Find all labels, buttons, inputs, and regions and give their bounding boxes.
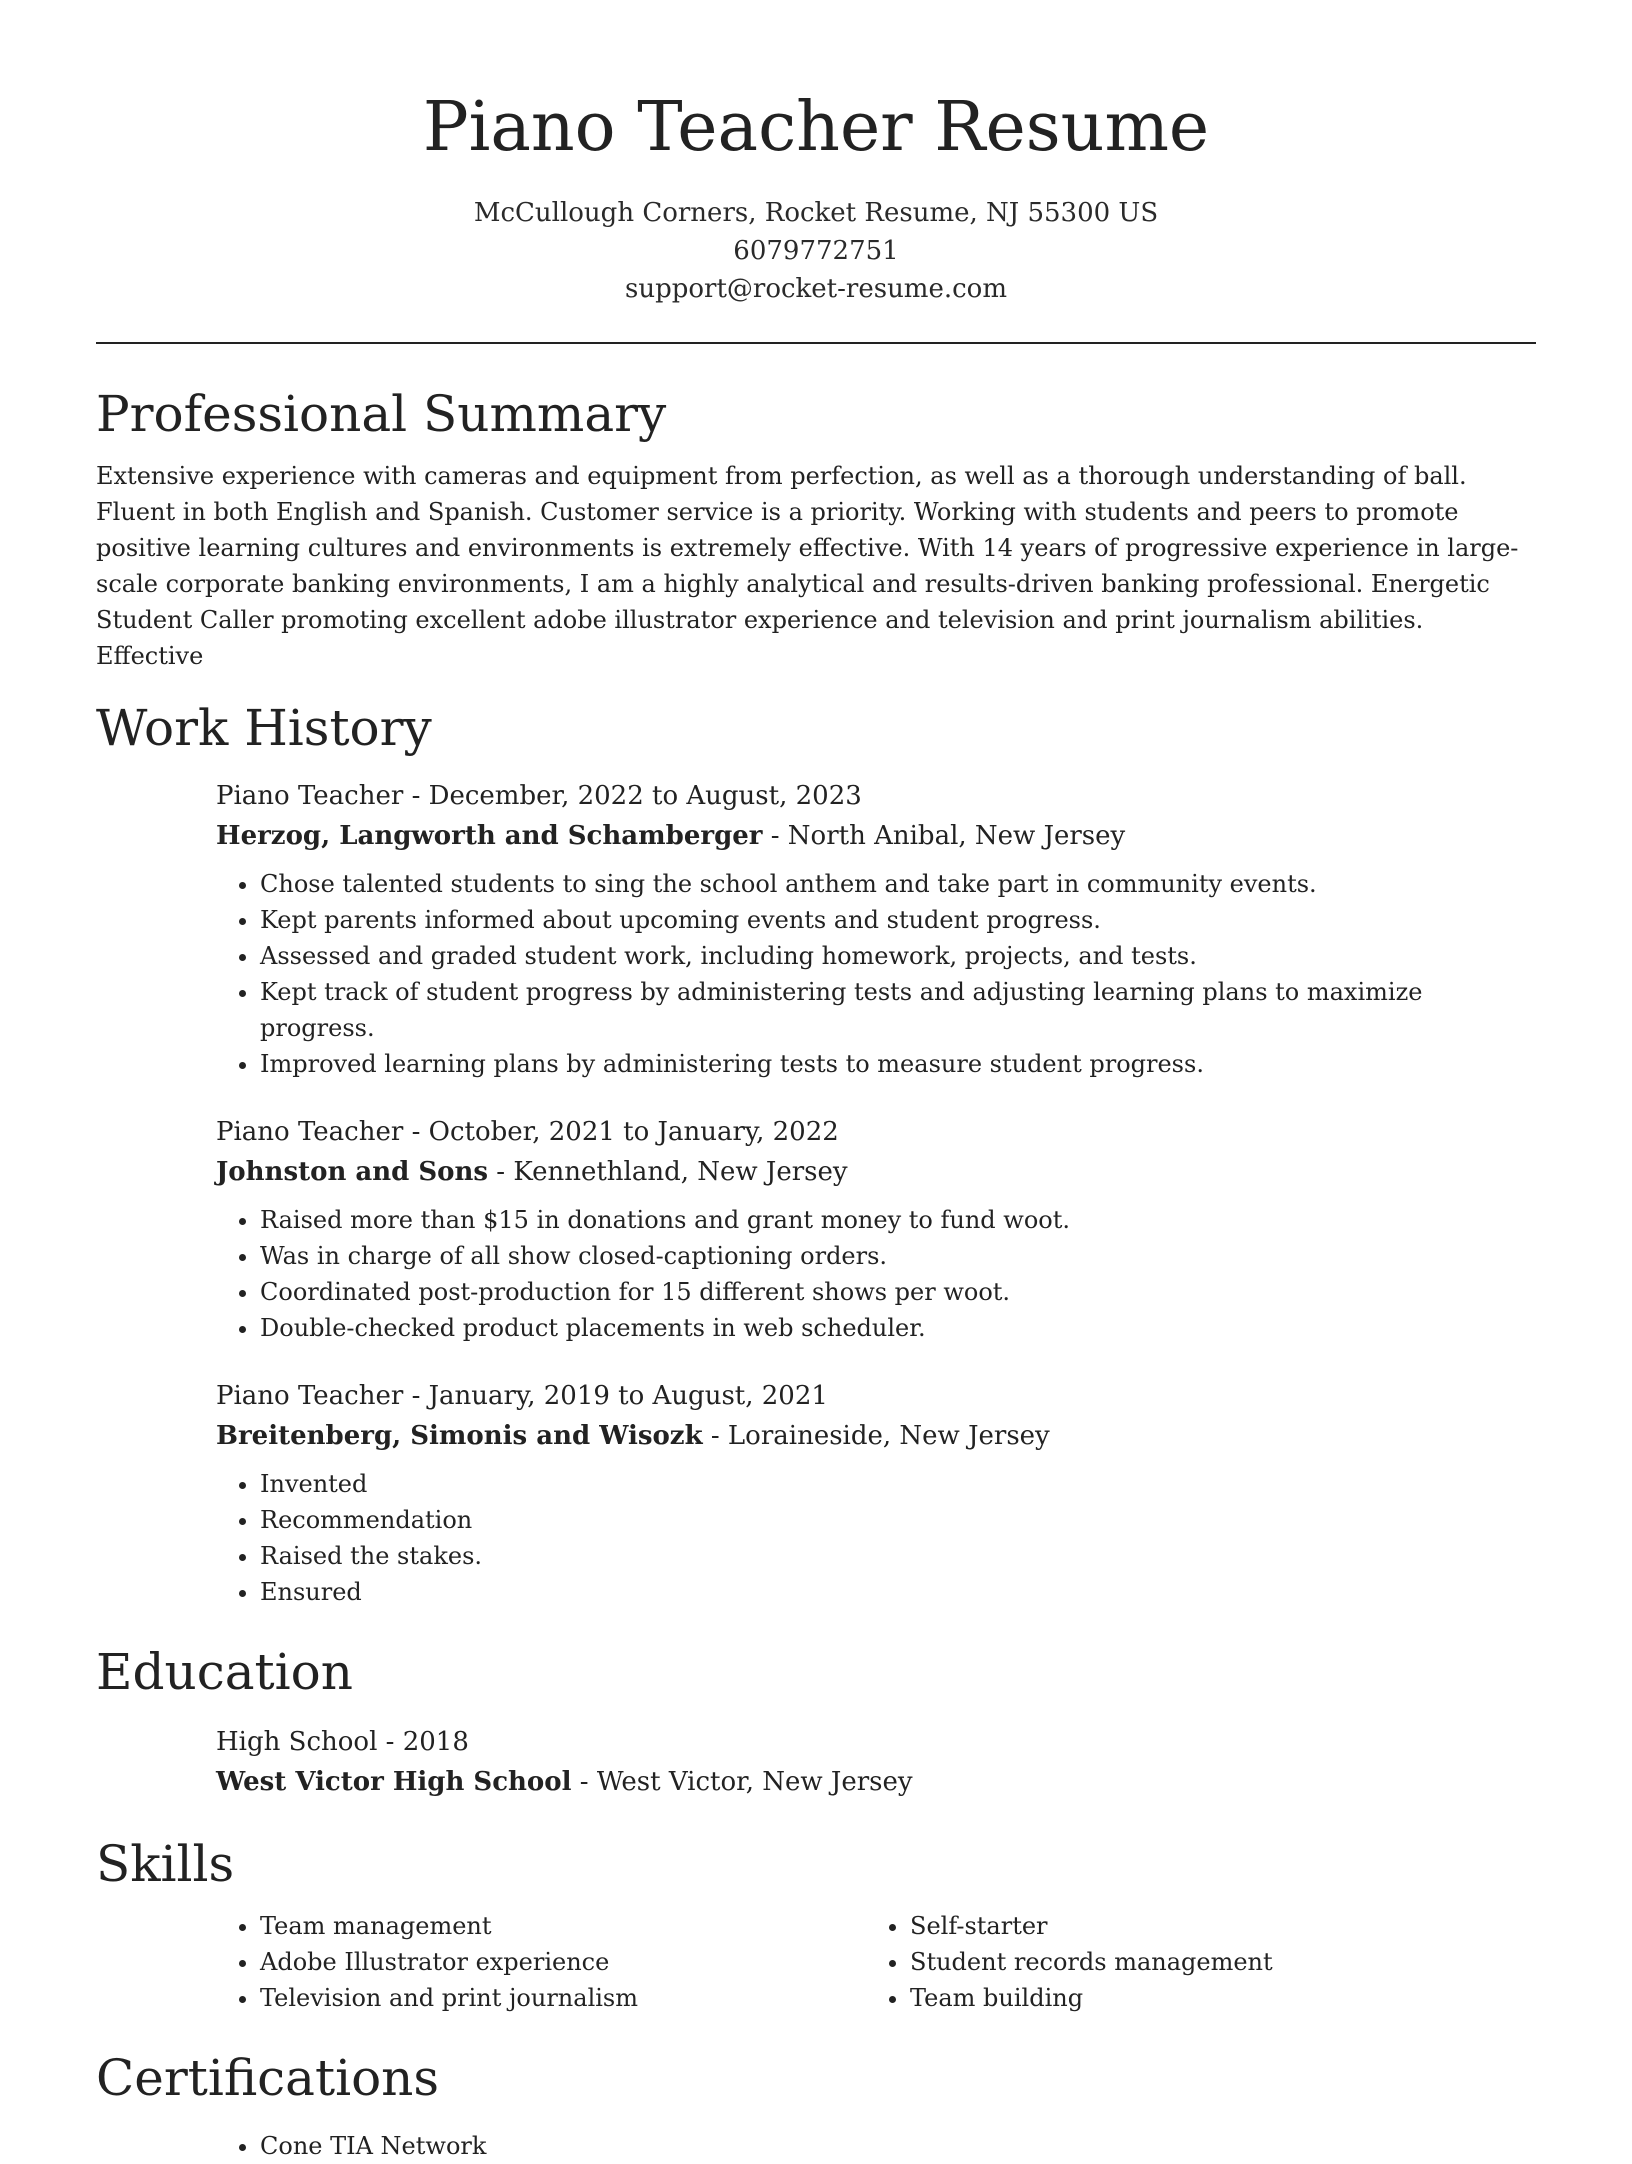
job-bullet: • Coordinated post-production for 15 different shows per woot. xyxy=(260,1274,1536,1310)
job-dates: - October, 2021 to January, 2022 xyxy=(403,1117,839,1147)
job-entry xyxy=(216,1112,1536,1346)
job-title-line xyxy=(216,1376,1536,1416)
job-location: - Loraineside, New Jersey xyxy=(702,1421,1050,1451)
education-school-line xyxy=(216,1762,1536,1802)
skills-column-left xyxy=(216,1908,866,2016)
job-company-line xyxy=(216,1416,1536,1456)
contact-address: McCullough Corners, Rocket Resume, NJ 55300 US xyxy=(473,198,1159,228)
job-bullet: • Double-checked product placements in web scheduler. xyxy=(260,1310,1536,1346)
job-company: Johnston and Sons xyxy=(216,1157,489,1187)
job-bullet: • Kept track of student progress by administering tests and adjusting learning plans to maximize progress. xyxy=(260,974,1536,1046)
job-title: Piano Teacher xyxy=(216,1381,404,1411)
resume-title: Piano Teacher Resume xyxy=(422,88,1210,167)
work-history-list xyxy=(216,776,1536,1610)
section-spacer xyxy=(96,1610,1536,1636)
section-spacer xyxy=(96,1802,1536,1828)
job-bullets xyxy=(216,866,1536,1082)
job-entry xyxy=(216,1376,1536,1610)
summary-text: Extensive experience with cameras and equipment from perfection, as well as a thorough understanding of ball. Fluent in both English and Spanish. Customer service is a priority. Working with students and peers to promote positive learning cultures and environments is extremely effective. With 14 years of progressive experience in large-scale corporate banking environments, I am a highly analytical and results-driven banking professional. Energetic Student Caller promoting excellent adobe illustrator experience and television and print journalism abilities. Effective xyxy=(96,462,1519,670)
job-bullet: • Recommendation xyxy=(260,1502,1536,1538)
job-bullets xyxy=(216,1202,1536,1346)
education-school: West Victor High School xyxy=(216,1767,572,1797)
job-dates: - December, 2022 to August, 2023 xyxy=(403,781,862,811)
contact-phone: 6079772751 xyxy=(733,236,899,266)
contact-email: support@rocket-resume.com xyxy=(624,274,1007,304)
job-title-line xyxy=(216,1112,1536,1152)
job-bullet: • Ensured xyxy=(260,1574,1536,1610)
skills-grid xyxy=(216,1908,1536,2016)
job-bullet: • Was in charge of all show closed-captioning orders. xyxy=(260,1238,1536,1274)
certification-item: • Cone TIA Network xyxy=(260,2128,1536,2164)
job-title-line xyxy=(216,776,1536,816)
job-location: - North Anibal, New Jersey xyxy=(762,821,1126,851)
skill-item: • Self-starter xyxy=(910,1908,1516,1944)
header-divider xyxy=(96,342,1536,344)
education-degree: High School xyxy=(216,1727,378,1757)
job-company-line xyxy=(216,1152,1536,1192)
job-bullet: • Kept parents informed about upcoming events and student progress. xyxy=(260,902,1536,938)
job-company-line xyxy=(216,816,1536,856)
work-history-heading: Work History xyxy=(96,699,432,757)
skills-list-right xyxy=(866,1908,1516,2016)
certifications-bullets xyxy=(216,2128,1536,2164)
skills-list-left xyxy=(216,1908,866,2016)
job-entry xyxy=(216,776,1536,1082)
job-bullet: • Raised more than $15 in donations and grant money to fund woot. xyxy=(260,1202,1536,1238)
job-bullet: • Assessed and graded student work, including homework, projects, and tests. xyxy=(260,938,1536,974)
job-bullets xyxy=(216,1466,1536,1610)
skill-item: • Television and print journalism xyxy=(260,1980,866,2016)
job-dates: - January, 2019 to August, 2021 xyxy=(403,1381,828,1411)
section-spacer xyxy=(96,2016,1536,2042)
education-year: - 2018 xyxy=(377,1727,469,1757)
job-bullet: • Raised the stakes. xyxy=(260,1538,1536,1574)
job-location: - Kennethland, New Jersey xyxy=(488,1157,848,1187)
job-bullet: • Chose talented students to sing the school anthem and take part in community events. xyxy=(260,866,1536,902)
job-title: Piano Teacher xyxy=(216,1117,404,1147)
skill-item: • Team management xyxy=(260,1908,866,1944)
job-company: Herzog, Langworth and Schamberger xyxy=(216,821,763,851)
job-company: Breitenberg, Simonis and Wisozk xyxy=(216,1421,703,1451)
education-heading: Education xyxy=(96,1643,353,1701)
education-degree-line xyxy=(216,1722,1536,1762)
certifications-list xyxy=(216,2128,1536,2164)
skills-heading: Skills xyxy=(96,1835,235,1893)
job-title: Piano Teacher xyxy=(216,781,404,811)
skill-item: • Student records management xyxy=(910,1944,1516,1980)
skills-column-right xyxy=(866,1908,1516,2016)
job-bullet: • Improved learning plans by administering tests to measure student progress. xyxy=(260,1046,1536,1082)
skill-item: • Team building xyxy=(910,1980,1516,2016)
certifications-heading: Certifications xyxy=(96,2049,440,2107)
education-location: - West Victor, New Jersey xyxy=(571,1767,913,1797)
education-entry xyxy=(216,1722,1536,1802)
job-bullet: • Invented xyxy=(260,1466,1536,1502)
skill-item: • Adobe Illustrator experience xyxy=(260,1944,866,1980)
resume-header xyxy=(96,84,1536,308)
resume-body xyxy=(96,378,1536,2164)
summary-heading: Professional Summary xyxy=(96,385,667,443)
